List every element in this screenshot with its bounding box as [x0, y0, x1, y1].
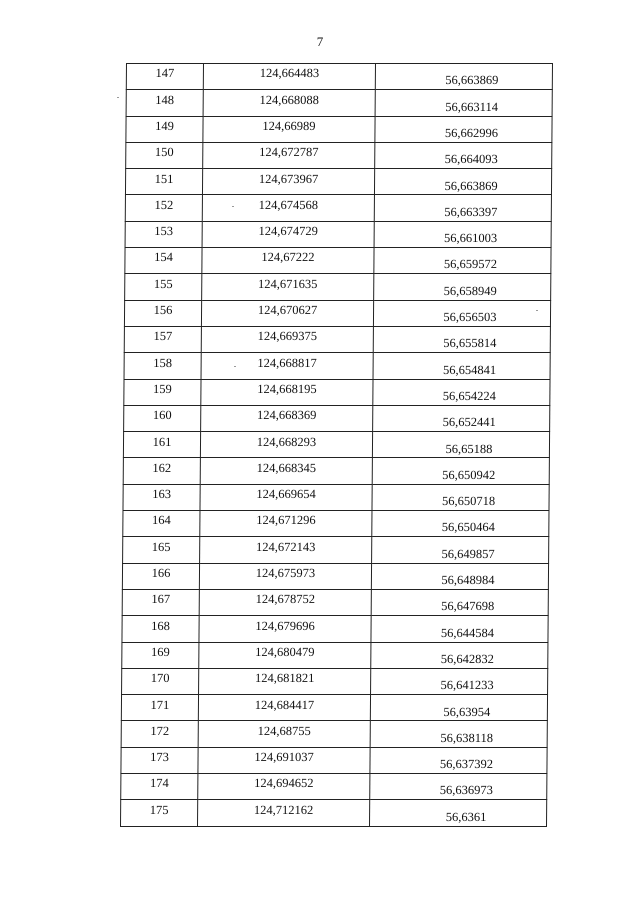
x-coordinate-cell-text: 124,664483: [259, 66, 320, 81]
y-coordinate-cell: [372, 511, 549, 537]
x-coordinate-cell: [200, 484, 372, 510]
scan-speck: [232, 206, 234, 207]
point-number-cell: [125, 274, 202, 300]
x-coordinate-cell: [203, 142, 375, 168]
point-number-cell: [121, 747, 198, 773]
point-number-cell-text: 165: [151, 539, 171, 554]
point-number-cell-text: 161: [152, 434, 172, 449]
y-coordinate-cell: [373, 379, 550, 405]
y-coordinate-cell-text: 56,637392: [439, 757, 494, 772]
x-coordinate-cell-text: 124,668369: [256, 408, 317, 423]
point-number-cell-text: 170: [150, 671, 170, 686]
y-coordinate-cell: [370, 774, 547, 800]
x-coordinate-cell-text: 124,66989: [262, 118, 316, 133]
y-coordinate-cell: [372, 458, 549, 484]
point-number-cell: [124, 405, 201, 431]
x-coordinate-cell-text: 124,68755: [257, 723, 311, 738]
x-coordinate-cell-text: 124,684417: [254, 697, 315, 712]
point-number-cell: [126, 64, 203, 90]
point-number-cell: [121, 721, 198, 747]
y-coordinate-cell-text: 56,663869: [445, 73, 499, 88]
y-coordinate-cell: [372, 484, 549, 510]
table-row: [126, 116, 552, 142]
table-row: [125, 221, 551, 247]
scan-speck: [117, 97, 119, 98]
x-coordinate-cell-text: 124,673967: [258, 171, 319, 186]
table-row: [125, 195, 551, 221]
x-coordinate-cell: [201, 300, 373, 326]
x-coordinate-cell-text: 124,67222: [261, 250, 315, 265]
table-row: [123, 458, 549, 484]
x-coordinate-cell: [198, 695, 370, 721]
y-coordinate-cell-text: 56,654841: [442, 362, 497, 377]
y-coordinate-cell-text: 56,65188: [445, 441, 493, 456]
x-coordinate-cell: [198, 721, 370, 747]
x-coordinate-cell: [201, 405, 373, 431]
table-row: [121, 721, 547, 747]
x-coordinate-cell-text: 124,668195: [257, 381, 317, 396]
point-number-cell-text: 171: [150, 697, 170, 712]
x-coordinate-cell-text: 124,672787: [259, 145, 319, 160]
x-coordinate-cell-text: 124,681821: [254, 671, 315, 686]
table-row: [126, 142, 552, 168]
x-coordinate-cell: [200, 458, 372, 484]
y-coordinate-cell: [372, 537, 549, 563]
y-coordinate-cell-text: 56,654224: [442, 388, 497, 403]
y-coordinate-cell-text: 56,642832: [440, 651, 494, 666]
point-number-cell-text: 168: [151, 618, 171, 633]
x-coordinate-cell-text: 124,674729: [258, 224, 318, 239]
y-coordinate-cell: [371, 563, 548, 589]
point-number-cell-text: 172: [150, 723, 170, 738]
x-coordinate-cell: [201, 379, 373, 405]
table-row: [122, 589, 548, 615]
x-coordinate-cell-text: 124,678752: [255, 592, 316, 607]
point-number-cell: [124, 353, 201, 379]
x-coordinate-cell: [200, 511, 372, 537]
y-coordinate-cell-text: 56,663869: [444, 178, 498, 193]
x-coordinate-cell-text: 124,691037: [254, 750, 314, 765]
point-number-cell: [121, 800, 198, 826]
point-number-cell-text: 148: [155, 92, 175, 107]
point-number-cell: [125, 248, 202, 274]
table-row: [125, 169, 551, 195]
x-coordinate-cell: [203, 116, 375, 142]
x-coordinate-cell: [199, 616, 371, 642]
x-coordinate-cell: [199, 563, 371, 589]
point-number-cell-text: 173: [150, 750, 169, 765]
x-coordinate-cell-text: 124,694652: [254, 776, 314, 791]
coordinates-table: [120, 63, 553, 827]
x-coordinate-cell-text: 124,668088: [259, 92, 319, 107]
y-coordinate-cell-text: 56,6361: [445, 809, 487, 824]
y-coordinate-cell-text: 56,655814: [443, 336, 497, 351]
x-coordinate-cell: [202, 248, 374, 274]
x-coordinate-cell: [200, 537, 372, 563]
point-number-cell: [123, 484, 200, 510]
point-number-cell-text: 169: [150, 644, 170, 659]
y-coordinate-cell-text: 56,649857: [441, 546, 495, 561]
x-coordinate-cell: [202, 169, 374, 195]
table-row: [121, 774, 547, 800]
point-number-cell: [122, 563, 199, 589]
x-coordinate-cell: [203, 90, 375, 116]
x-coordinate-cell: [201, 326, 373, 352]
x-coordinate-cell: [202, 221, 374, 247]
table-row: [126, 64, 552, 90]
table-row: [123, 511, 549, 537]
point-number-cell-text: 150: [154, 145, 174, 160]
point-number-cell: [124, 326, 201, 352]
y-coordinate-cell-text: 56,656503: [443, 310, 497, 325]
point-number-cell: [123, 432, 200, 458]
table-row: [124, 326, 550, 352]
y-coordinate-cell: [375, 116, 552, 142]
x-coordinate-cell-text: 124,675973: [255, 566, 316, 581]
y-coordinate-cell: [375, 90, 552, 116]
point-number-cell: [125, 195, 202, 221]
y-coordinate-cell: [373, 353, 550, 379]
x-coordinate-cell: [200, 432, 372, 458]
y-coordinate-cell: [375, 142, 552, 168]
table-row: [122, 616, 548, 642]
y-coordinate-cell-text: 56,659572: [443, 257, 498, 272]
y-coordinate-cell: [372, 432, 549, 458]
point-number-cell: [124, 300, 201, 326]
point-number-cell-text: 157: [153, 329, 173, 344]
point-number-cell-text: 155: [153, 276, 173, 291]
y-coordinate-cell: [373, 326, 550, 352]
table-row: [126, 90, 552, 116]
point-number-cell-text: 151: [154, 171, 174, 186]
point-number-cell: [121, 695, 198, 721]
x-coordinate-cell-text: 124,669654: [256, 487, 316, 502]
y-coordinate-cell-text: 56,650464: [441, 520, 495, 535]
table-row: [121, 800, 547, 826]
table-row: [124, 353, 550, 379]
point-number-cell: [125, 221, 202, 247]
table-row: [122, 668, 548, 694]
point-number-cell: [122, 589, 199, 615]
table-row: [122, 642, 548, 668]
x-coordinate-cell-text: 124,668345: [256, 460, 317, 475]
table-row: [121, 695, 547, 721]
table-row: [122, 563, 548, 589]
y-coordinate-cell-text: 56,661003: [444, 231, 498, 246]
y-coordinate-cell: [371, 589, 548, 615]
y-coordinate-cell-text: 56,638118: [440, 730, 494, 745]
x-coordinate-cell-text: 124,671296: [256, 513, 316, 528]
point-number-cell: [122, 642, 199, 668]
point-number-cell: [122, 616, 199, 642]
y-coordinate-cell: [370, 747, 547, 773]
y-coordinate-cell-text: 56,636973: [439, 783, 493, 798]
x-coordinate-cell-text: 124,668817: [257, 355, 317, 370]
x-coordinate-cell-text: 124,668293: [256, 434, 317, 449]
point-number-cell-text: 149: [155, 118, 174, 133]
point-number-cell: [123, 458, 200, 484]
y-coordinate-cell: [371, 616, 548, 642]
point-number-cell-text: 163: [152, 487, 172, 502]
x-coordinate-cell: [203, 64, 375, 90]
point-number-cell: [126, 142, 203, 168]
x-coordinate-cell: [199, 668, 371, 694]
y-coordinate-cell-text: 56,650718: [441, 494, 496, 509]
y-coordinate-cell: [370, 800, 547, 826]
y-coordinate-cell: [370, 721, 547, 747]
x-coordinate-cell: [198, 747, 370, 773]
x-coordinate-cell: [198, 800, 370, 826]
y-coordinate-cell-text: 56,663114: [445, 99, 499, 114]
table-row: [124, 405, 550, 431]
table-row: [124, 379, 550, 405]
y-coordinate-cell-text: 56,648984: [441, 573, 495, 588]
y-coordinate-cell: [370, 695, 547, 721]
point-number-cell-text: 154: [154, 250, 173, 265]
y-coordinate-cell-text: 56,652441: [442, 415, 496, 430]
x-coordinate-cell-text: 124,672143: [255, 539, 316, 554]
x-coordinate-cell-text: 124,670627: [257, 303, 318, 318]
page-number: 7: [316, 34, 324, 49]
x-coordinate-cell: [201, 353, 373, 379]
x-coordinate-cell: [202, 274, 374, 300]
point-number-cell-text: 167: [151, 592, 171, 607]
point-number-cell: [126, 116, 203, 142]
table-row: [123, 537, 549, 563]
point-number-cell: [126, 90, 203, 116]
table-row: [123, 484, 549, 510]
table-row: [125, 248, 551, 274]
point-number-cell-text: 152: [154, 197, 174, 212]
x-coordinate-cell-text: 124,671635: [258, 276, 318, 291]
point-number-cell-text: 160: [152, 408, 172, 423]
y-coordinate-cell: [375, 64, 552, 90]
point-number-cell-text: 166: [151, 566, 171, 581]
y-coordinate-cell-text: 56,641233: [440, 678, 494, 693]
y-coordinate-cell: [374, 248, 551, 274]
point-number-cell-text: 159: [153, 381, 172, 396]
y-coordinate-cell: [374, 221, 551, 247]
y-coordinate-cell-text: 56,663397: [444, 204, 498, 219]
y-coordinate-cell: [371, 668, 548, 694]
x-coordinate-cell-text: 124,669375: [257, 329, 318, 344]
x-coordinate-cell: [198, 774, 370, 800]
scan-speck: [234, 366, 236, 367]
y-coordinate-cell-text: 56,664093: [444, 152, 498, 167]
point-number-cell: [121, 774, 198, 800]
point-number-cell-text: 174: [149, 776, 169, 791]
point-number-cell-text: 156: [153, 303, 173, 318]
point-number-cell-text: 164: [151, 513, 171, 528]
x-coordinate-cell: [199, 589, 371, 615]
y-coordinate-cell: [374, 274, 551, 300]
y-coordinate-cell: [371, 642, 548, 668]
x-coordinate-cell-text: 124,680479: [255, 644, 315, 659]
point-number-cell: [122, 668, 199, 694]
point-number-cell: [125, 169, 202, 195]
y-coordinate-cell-text: 56,63954: [443, 704, 491, 719]
x-coordinate-cell: [202, 195, 374, 221]
coordinates-table-body: [121, 64, 553, 827]
scan-speck: [536, 310, 538, 311]
y-coordinate-cell-text: 56,644584: [440, 625, 495, 640]
point-number-cell: [123, 537, 200, 563]
x-coordinate-cell: [199, 642, 371, 668]
y-coordinate-cell-text: 56,647698: [441, 599, 495, 614]
point-number-cell-text: 153: [154, 224, 174, 239]
table-row: [124, 300, 550, 326]
y-coordinate-cell: [373, 405, 550, 431]
y-coordinate-cell: [373, 300, 550, 326]
y-coordinate-cell: [374, 169, 551, 195]
x-coordinate-cell-text: 124,679696: [255, 618, 315, 633]
x-coordinate-cell-text: 124,712162: [253, 802, 314, 817]
y-coordinate-cell-text: 56,662996: [444, 125, 499, 140]
point-number-cell-text: 162: [152, 460, 172, 475]
point-number-cell-text: 147: [155, 66, 175, 81]
point-number-cell-text: 158: [153, 355, 173, 370]
point-number-cell-text: 175: [149, 802, 169, 817]
y-coordinate-cell: [374, 195, 551, 221]
y-coordinate-cell-text: 56,658949: [443, 283, 497, 298]
table-row: [123, 432, 549, 458]
x-coordinate-cell-text: 124,674568: [258, 197, 319, 212]
point-number-cell: [123, 511, 200, 537]
table-row: [121, 747, 547, 773]
point-number-cell: [124, 379, 201, 405]
table-row: [125, 274, 551, 300]
y-coordinate-cell-text: 56,650942: [442, 467, 496, 482]
